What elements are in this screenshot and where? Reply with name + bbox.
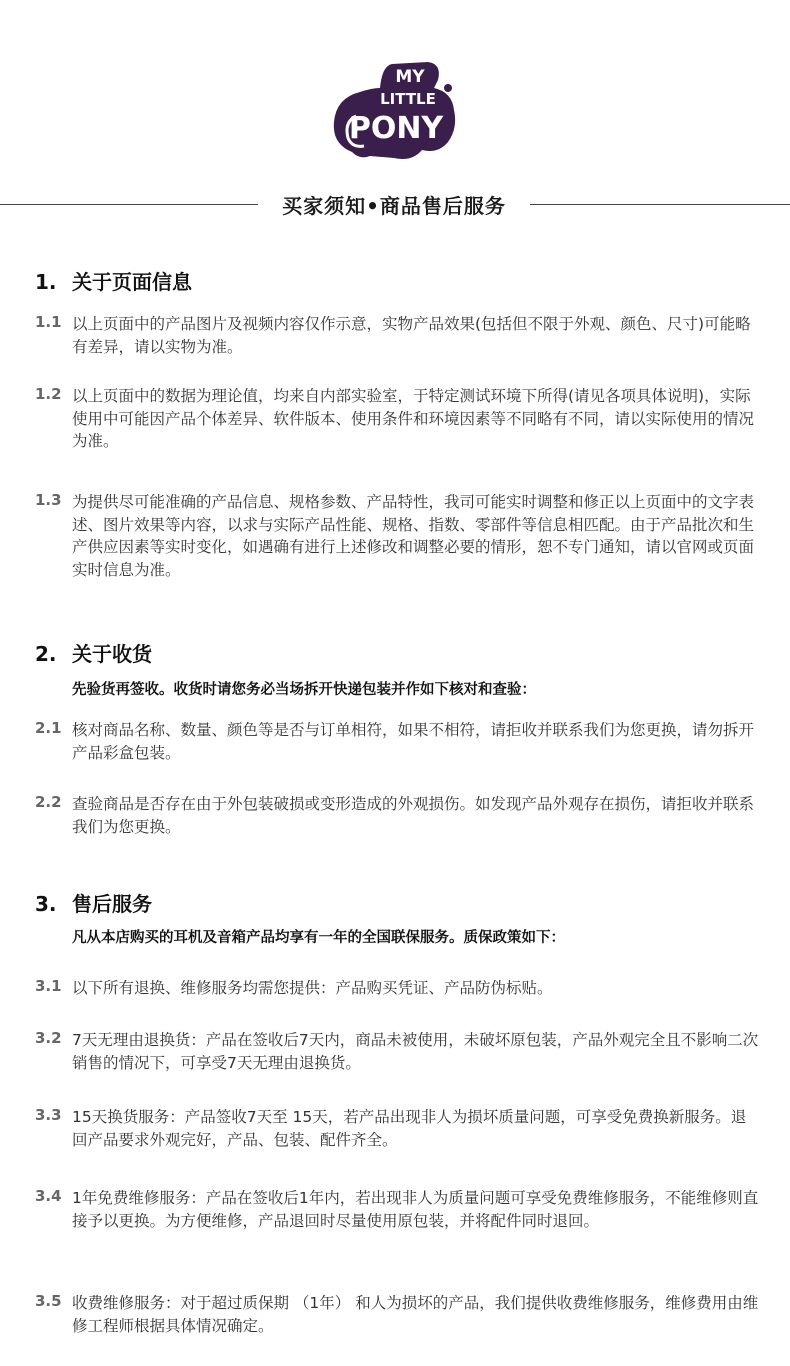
title-divider-right <box>530 204 790 205</box>
section-2-heading <box>35 638 152 667</box>
section-2-number: 2. <box>35 642 57 666</box>
item-number: 3.4 <box>35 1187 62 1205</box>
item-3-4 <box>35 1187 760 1232</box>
item-number: 2.1 <box>35 719 62 737</box>
section-1-title: 关于页面信息 <box>72 270 192 294</box>
item-text: 为提供尽可能准确的产品信息、规格参数、产品特性，我司可能实时调整和修正以上页面中的文字表述、图片效果等内容，以求与实际产品性能、规格、指数、零部件等信息相匹配。由于产品批次和生产供应因素等实时变化，如遇确有进行上述修改和调整必要的情形，恕不专门通知，请以官网或页面实时信息为准。 <box>72 493 755 579</box>
item-3-3 <box>35 1106 760 1151</box>
item-1-2 <box>35 385 760 453</box>
item-text: 以下所有退换、维修服务均需您提供：产品购买凭证、产品防伪标贴。 <box>72 979 553 997</box>
section-3-heading <box>35 888 152 917</box>
my-little-pony-logo <box>330 58 460 164</box>
item-1-3 <box>35 491 760 581</box>
item-1-1 <box>35 313 760 358</box>
item-2-2 <box>35 793 760 838</box>
item-3-1 <box>35 977 760 1000</box>
item-text: 以上页面中的产品图片及视频内容仅作示意，实物产品效果(包括但不限于外观、颜色、尺寸)可能略有差异，请以实物为准。 <box>72 315 751 356</box>
item-number: 1.2 <box>35 385 62 403</box>
item-number: 1.3 <box>35 491 62 509</box>
logo-text-my: MY <box>395 67 425 87</box>
item-number: 3.3 <box>35 1106 62 1124</box>
section-1-number: 1. <box>35 270 57 294</box>
logo-star-dot <box>444 84 452 92</box>
section-2-title: 关于收货 <box>72 642 152 666</box>
item-number: 1.1 <box>35 313 62 331</box>
item-text: 15天换货服务：产品签收7天至 15天，若产品出现非人为损坏质量问题，可享受免费换新服务。退回产品要求外观完好，产品、包装、配件齐全。 <box>72 1108 747 1149</box>
section-1-heading <box>35 266 192 295</box>
page-title: 买家须知•商品售后服务 <box>282 194 506 218</box>
item-2-1 <box>35 719 760 764</box>
item-text: 7天无理由退换货：产品在签收后7天内，商品未被使用，未破坏原包装，产品外观完全且不影响二次销售的情况下，可享受7天无理由退换货。 <box>72 1031 759 1072</box>
section-3-title: 售后服务 <box>72 892 152 916</box>
item-number: 3.2 <box>35 1029 62 1047</box>
section-2-subheading: 先验货再签收。收货时请您务必当场拆开快递包装并作如下核对和查验： <box>72 682 536 698</box>
item-number: 3.1 <box>35 977 62 995</box>
section-3-number: 3. <box>35 892 57 916</box>
item-text: 1年免费维修服务：产品在签收后1年内，若出现非人为质量问题可享受免费维修服务，不能维修则直接予以更换。为方便维修，产品退回时尽量使用原包装，并将配件同时退回。 <box>72 1189 759 1230</box>
item-text: 查验商品是否存在由于外包装破损或变形造成的外观损伤。如发现产品外观存在损伤，请拒收并联系我们为您更换。 <box>72 795 755 836</box>
item-3-2 <box>35 1029 760 1074</box>
section-3-subheading: 凡从本店购买的耳机及音箱产品均享有一年的全国联保服务。质保政策如下： <box>72 930 565 946</box>
item-text: 以上页面中的数据为理论值，均来自内部实验室，于特定测试环境下所得(请见各项具体说明)，实际使用中可能因产品个体差异、软件版本、使用条件和环境因素等不同略有不同，请以实际使用的情况为准。 <box>72 387 755 450</box>
item-3-5 <box>35 1292 760 1337</box>
item-number: 3.5 <box>35 1292 62 1310</box>
logo-text-pony: PONY <box>348 111 444 146</box>
page-title-row <box>0 190 790 220</box>
logo-text-little: LITTLE <box>380 90 436 108</box>
item-text: 收费维修服务：对于超过质保期 （1年） 和人为损坏的产品，我们提供收费维修服务，维修费用由维修工程师根据具体情况确定。 <box>72 1294 759 1335</box>
item-text: 核对商品名称、数量、颜色等是否与订单相符，如果不相符，请拒收并联系我们为您更换，请勿拆开产品彩盒包装。 <box>72 721 755 762</box>
item-number: 2.2 <box>35 793 62 811</box>
title-divider-left <box>0 204 258 205</box>
